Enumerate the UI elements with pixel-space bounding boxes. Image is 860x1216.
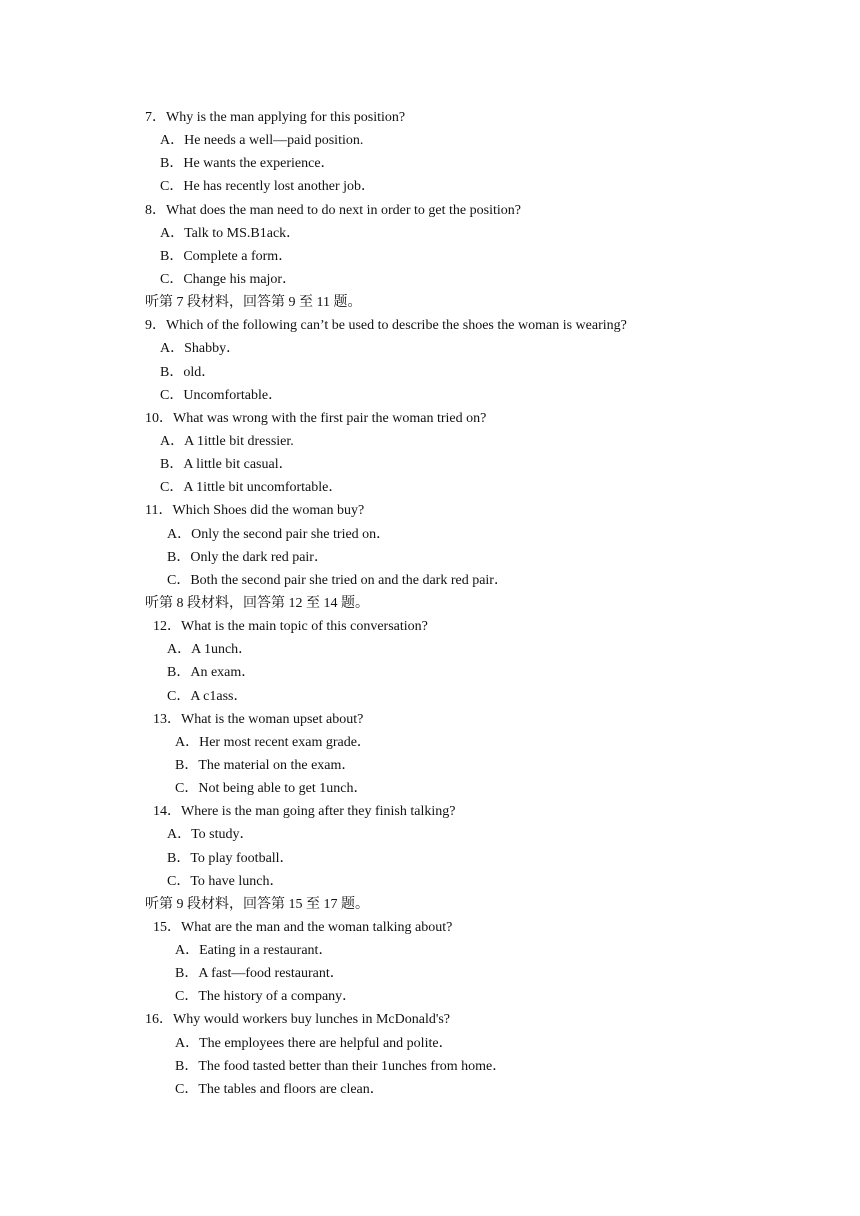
question-text: 9．Which of the following can’t be used to describe the shoes the woman is wearing? bbox=[145, 318, 627, 334]
answer-option: C．A c1ass． bbox=[167, 688, 248, 704]
answer-option: C．A 1ittle bit uncomfortable． bbox=[160, 480, 343, 496]
answer-option: C．He has recently lost another job． bbox=[160, 179, 376, 195]
question-text: 13．What is the woman upset about? bbox=[153, 711, 364, 727]
question-text: 11．Which Shoes did the woman buy? bbox=[145, 503, 365, 519]
question-list bbox=[145, 106, 825, 1101]
question-text: 15．What are the man and the woman talking about? bbox=[153, 919, 453, 935]
answer-option: A．The employees there are helpful and polite． bbox=[175, 1035, 453, 1051]
answer-option: B．A fast—food restaurant． bbox=[175, 966, 344, 982]
answer-option: B．Only the dark red pair． bbox=[167, 549, 328, 565]
answer-option: B．He wants the experience． bbox=[160, 156, 335, 172]
answer-option: C．The history of a company． bbox=[175, 989, 357, 1005]
answer-option: C．Both the second pair she tried on and the dark red pair． bbox=[167, 572, 508, 588]
question-text: 16．Why would workers buy lunches in McDonald's? bbox=[145, 1012, 451, 1028]
answer-option: A．Her most recent exam grade． bbox=[175, 734, 371, 750]
answer-option: A．Only the second pair she tried on． bbox=[167, 526, 391, 542]
answer-option: A．Shabby． bbox=[160, 341, 241, 357]
question-text: 12．What is the main topic of this conversation? bbox=[153, 619, 428, 635]
answer-option: A．To study． bbox=[167, 827, 254, 843]
section-instruction: 听第 9 段材料，回答第 15 至 17 题。 bbox=[145, 896, 369, 912]
answer-option: A．He needs a well—paid position. bbox=[160, 133, 364, 149]
answer-option: C．Uncomfortable． bbox=[160, 387, 283, 403]
answer-option: B．Complete a form． bbox=[160, 248, 293, 264]
answer-option: A．Eating in a restaurant． bbox=[175, 943, 333, 959]
answer-option: C．Change his major． bbox=[160, 271, 297, 287]
answer-option: A．A 1unch． bbox=[167, 642, 253, 658]
answer-option: B．To play football． bbox=[167, 850, 294, 866]
answer-option: C．Not being able to get 1unch． bbox=[175, 781, 368, 797]
answer-option: B．old． bbox=[160, 364, 216, 380]
answer-option: B．The material on the exam． bbox=[175, 757, 356, 773]
question-text: 7．Why is the man applying for this position? bbox=[145, 110, 406, 125]
section-instruction: 听第 7 段材料，回答第 9 至 11 题。 bbox=[145, 295, 362, 311]
answer-option: B．An exam． bbox=[167, 665, 256, 681]
question-text: 10．What was wrong with the first pair the woman tried on? bbox=[145, 410, 487, 426]
answer-option: C．To have lunch． bbox=[167, 873, 284, 889]
answer-option: B．The food tasted better than their 1unches from home． bbox=[175, 1058, 507, 1074]
answer-option: A．Talk to MS.B1ack． bbox=[160, 225, 301, 241]
answer-option: B．A little bit casual． bbox=[160, 457, 293, 473]
section-instruction: 听第 8 段材料，回答第 12 至 14 题。 bbox=[145, 595, 369, 611]
question-text: 14．Where is the man going after they finish talking? bbox=[153, 804, 456, 820]
question-text: 8．What does the man need to do next in order to get the position? bbox=[145, 202, 521, 218]
answer-option: C．The tables and floors are clean． bbox=[175, 1081, 384, 1097]
answer-option: A．A 1ittle bit dressier. bbox=[160, 433, 294, 449]
